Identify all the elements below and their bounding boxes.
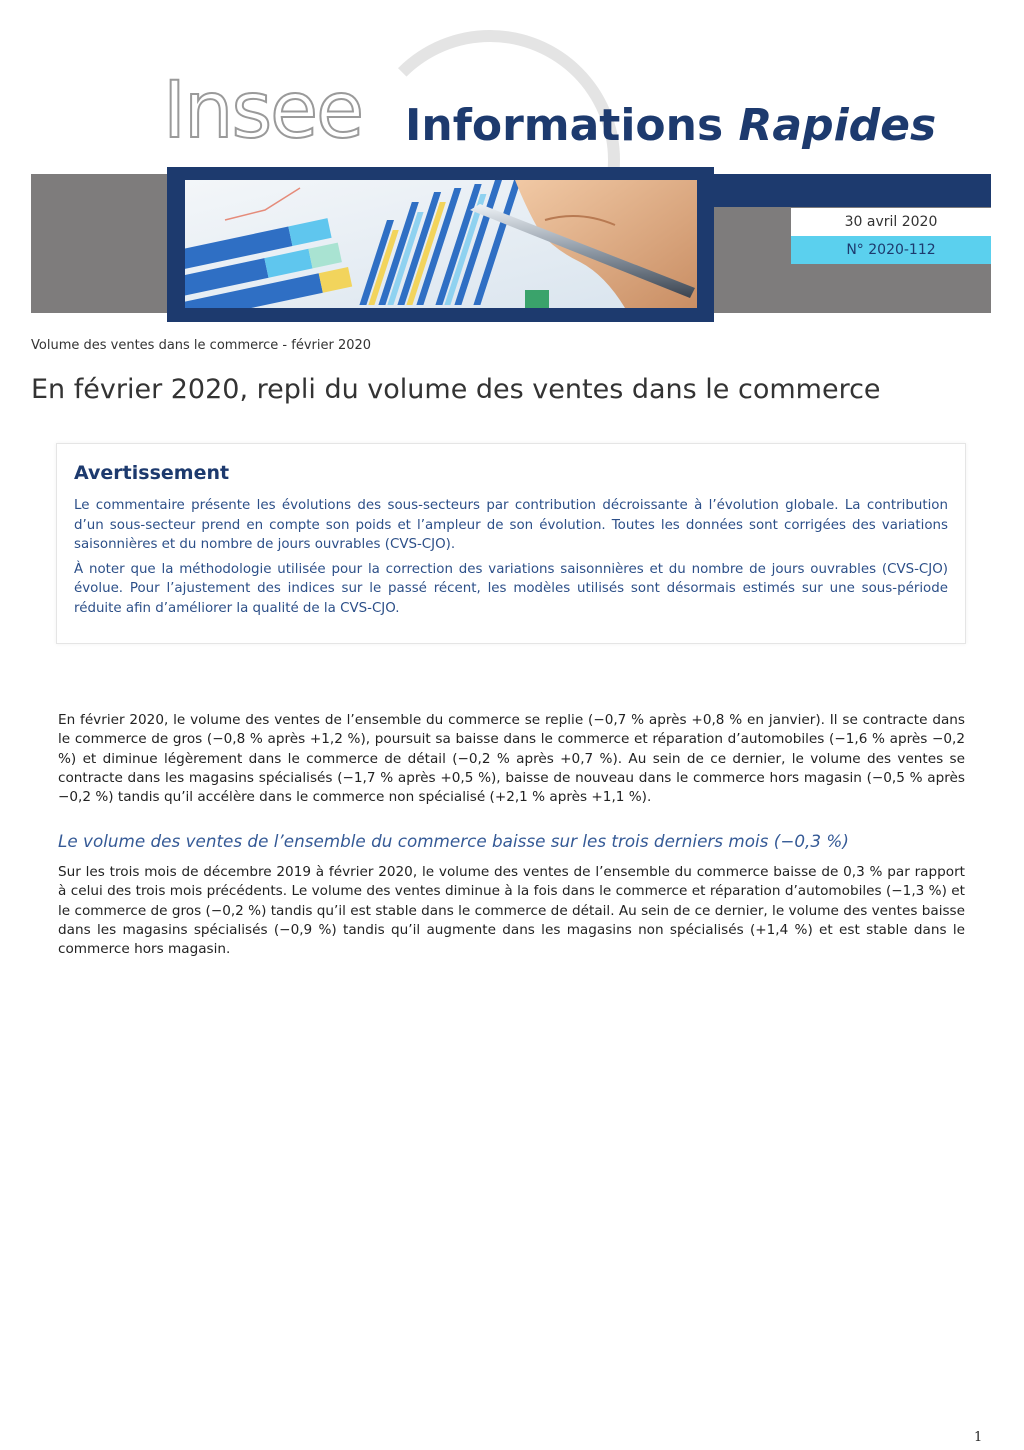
publication-date: 30 avril 2020 <box>791 208 991 236</box>
section-subheading: Le volume des ventes de l’ensemble du commerce baisse sur les trois derniers mois (−0,3 %) <box>58 831 849 851</box>
issue-number: N° 2020-112 <box>791 236 991 264</box>
body-paragraph: En février 2020, le volume des ventes de l’ensemble du commerce se replie (−0,7 % après +0,8 % en janvier). Il se contracte dans le commerce de gros (−0,8 % après +1,2 %), poursuit sa baisse dans le commerce et réparation d’automobiles (−1,6 % après −0,2 %) et diminue légèrement dans le commerce de détail (−0,2 % après +0,7 %). Au sein de ce dernier, le volume des ventes se contracte dans les magasins spécialisés (−1,7 % après +0,5 %), baisse de nouveau dans le commerce hors magasin (−0,5 % après −0,2 %) tandis qu’il accélère dans le commerce non spécialisé (+2,1 % après +1,1 %). <box>58 712 965 806</box>
header-blue-band <box>700 174 991 207</box>
breadcrumb: Volume des ventes dans le commerce - février 2020 <box>31 338 372 353</box>
publication-title-italic: Rapides <box>738 100 937 151</box>
warning-title: Avertissement <box>74 462 230 484</box>
insee-logo: Insee <box>163 66 363 156</box>
publication-title-main: Informations <box>405 100 724 151</box>
header-photo <box>185 180 697 308</box>
page-number: 1 <box>974 1430 983 1445</box>
warning-paragraph: Le commentaire présente les évolutions des sous-secteurs par contribution décroissante à l’évolution globale. La contribution d’un sous-secteur prend en compte son poids et l’ampleur de son évolution. Toutes les données sont corrigées des variations saisonnières et du nombre de jours ouvrables (CVS-CJO). <box>74 498 948 552</box>
chart-and-pen-illustration <box>185 180 697 308</box>
warning-paragraph: À noter que la méthodologie utilisée pour la correction des variations saisonnières et du nombre de jours ouvrables (CVS-CJO) évolue. Pour l’ajustement des indices sur le passé récent, les modèles utilisés sont désormais estimés sur une sous-période réduite afin d’améliorer la qualité de la CVS-CJO. <box>74 561 948 616</box>
body-paragraph: Sur les trois mois de décembre 2019 à février 2020, le volume des ventes de l’ensemble du commerce baisse de 0,3 % par rapport à celui des trois mois précédents. Le volume des ventes diminue à la fois dans le commerce et réparation d’automobiles (−1,3 %) et le commerce de gros (−0,2 %) tandis qu’il est stable dans le commerce de détail. Au sein de ce dernier, le volume des ventes baisse dans les magasins spécialisés (−0,9 %) tandis qu’il augmente dans les magasins non spécialisés (+1,4 %) et est stable dans le commerce hors magasin. <box>58 864 965 958</box>
publication-title <box>405 100 937 151</box>
warning-box <box>56 443 966 644</box>
page-title: En février 2020, repli du volume des ventes dans le commerce <box>31 374 881 405</box>
